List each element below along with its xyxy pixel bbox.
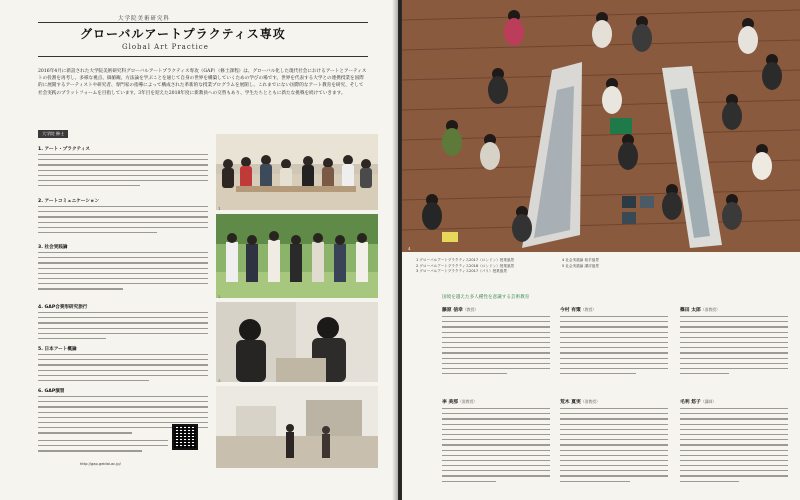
page-title: グローバルアートプラクティス専攻 bbox=[80, 27, 286, 41]
section-heading-5: 5. 日本アート概論 bbox=[38, 347, 77, 352]
photo-exhibition bbox=[216, 386, 378, 468]
faculty-bio-3 bbox=[680, 316, 788, 378]
photo-overhead-workshop bbox=[402, 0, 800, 252]
left-page bbox=[0, 0, 398, 500]
faculty-bio-1 bbox=[442, 316, 550, 378]
intro-paragraph: 2016年4月に新設された大学院美術研究科グローバルアートプラクティス専攻（GAP）（修士課程）は、グローバル化した現代社会におけるアートとアーティストの役割を再考し、多様な視点、価値観、方法論を学ぶことを通じて自身の世界を構築していくための学びの場です。世界を代表する大学との連携授業を国際的に展開するアーティストや研究者、専門家の指導によって構成された革新的な授業プログラムを展開し、これまでにない国際的なアート教育を研究、そして社会実践のプラットフォームを目指しています。3年目を迎えた2018年度に新教員への交替もあり、学生たちとともに新たな挑戦を続けていきます。 bbox=[38, 69, 367, 96]
degree-label: 大学院 修士 bbox=[38, 130, 68, 138]
section-heading-3: 3. 社会実践論 bbox=[38, 245, 68, 250]
captions-right bbox=[562, 258, 662, 269]
caption-4: 4 社会実践論 取手風景 bbox=[562, 258, 599, 262]
faculty-name-4: 李 美那（准教授） bbox=[442, 399, 478, 405]
section-heading-2: 2. アートコミュニケーション bbox=[38, 199, 100, 204]
qr-code[interactable] bbox=[172, 424, 198, 450]
caption-3: 3 グローバルアートプラクティス2017（パリ）授業風景 bbox=[416, 269, 507, 274]
caption-2: 2 グローバルアートプラクティス2018（ロンドン）授業風景 bbox=[416, 263, 515, 268]
website-url[interactable]: http://gap.geidai.ac.jp/ bbox=[80, 462, 121, 466]
section-heading-6: 6. GAP演習 bbox=[38, 389, 65, 394]
photo-number-2: 2 bbox=[218, 294, 221, 299]
photo-number-3: 3 bbox=[218, 378, 221, 383]
contact-info bbox=[38, 440, 168, 456]
photo-classroom-1 bbox=[216, 134, 378, 210]
section-heading-1: 1. アート・プラクティス bbox=[38, 147, 90, 152]
section-body-5 bbox=[38, 354, 208, 385]
section-heading-4: 4. GAP合奏形研究旅行 bbox=[38, 305, 88, 310]
photo-number-4: 4 bbox=[408, 246, 411, 251]
captions-left bbox=[416, 258, 556, 275]
faculty-name-5: 荒木 夏実（准教授） bbox=[560, 399, 600, 405]
section-body-3 bbox=[38, 252, 208, 294]
section-body-1 bbox=[38, 154, 208, 190]
faculty-name-2: 今村 有策（教授） bbox=[560, 307, 597, 313]
photo-outdoor-group bbox=[216, 214, 378, 298]
faculty-section-heading: 国境を越えた多人種性を意識する芸術教育 bbox=[442, 295, 530, 300]
faculty-bio-4 bbox=[442, 408, 550, 486]
faculty-name-3: 篠田 太郎（准教授） bbox=[680, 307, 720, 313]
title-rule-bottom bbox=[38, 56, 368, 57]
photo-two-women bbox=[216, 302, 378, 382]
right-page bbox=[402, 0, 800, 500]
faculty-name-1: 藤原 信幸（教授） bbox=[442, 307, 479, 313]
caption-5: 5 社会実践論 講評風景 bbox=[562, 263, 599, 268]
faculty-name-6: 毛利 悠子（講師） bbox=[680, 399, 717, 405]
caption-1: 1 グローバルアートプラクティス2017（ロンドン）授業風景 bbox=[416, 258, 515, 262]
page-subtitle: Global Art Practice bbox=[122, 43, 209, 51]
faculty-bio-5 bbox=[560, 408, 668, 486]
faculty-bio-2 bbox=[560, 316, 668, 378]
section-body-4 bbox=[38, 312, 208, 343]
kicker: 大学院美術研究科 bbox=[118, 16, 171, 22]
photo-number-1: 1 bbox=[218, 206, 221, 211]
title-rule-top bbox=[38, 22, 368, 23]
section-body-2 bbox=[38, 206, 208, 237]
faculty-bio-6 bbox=[680, 408, 788, 486]
